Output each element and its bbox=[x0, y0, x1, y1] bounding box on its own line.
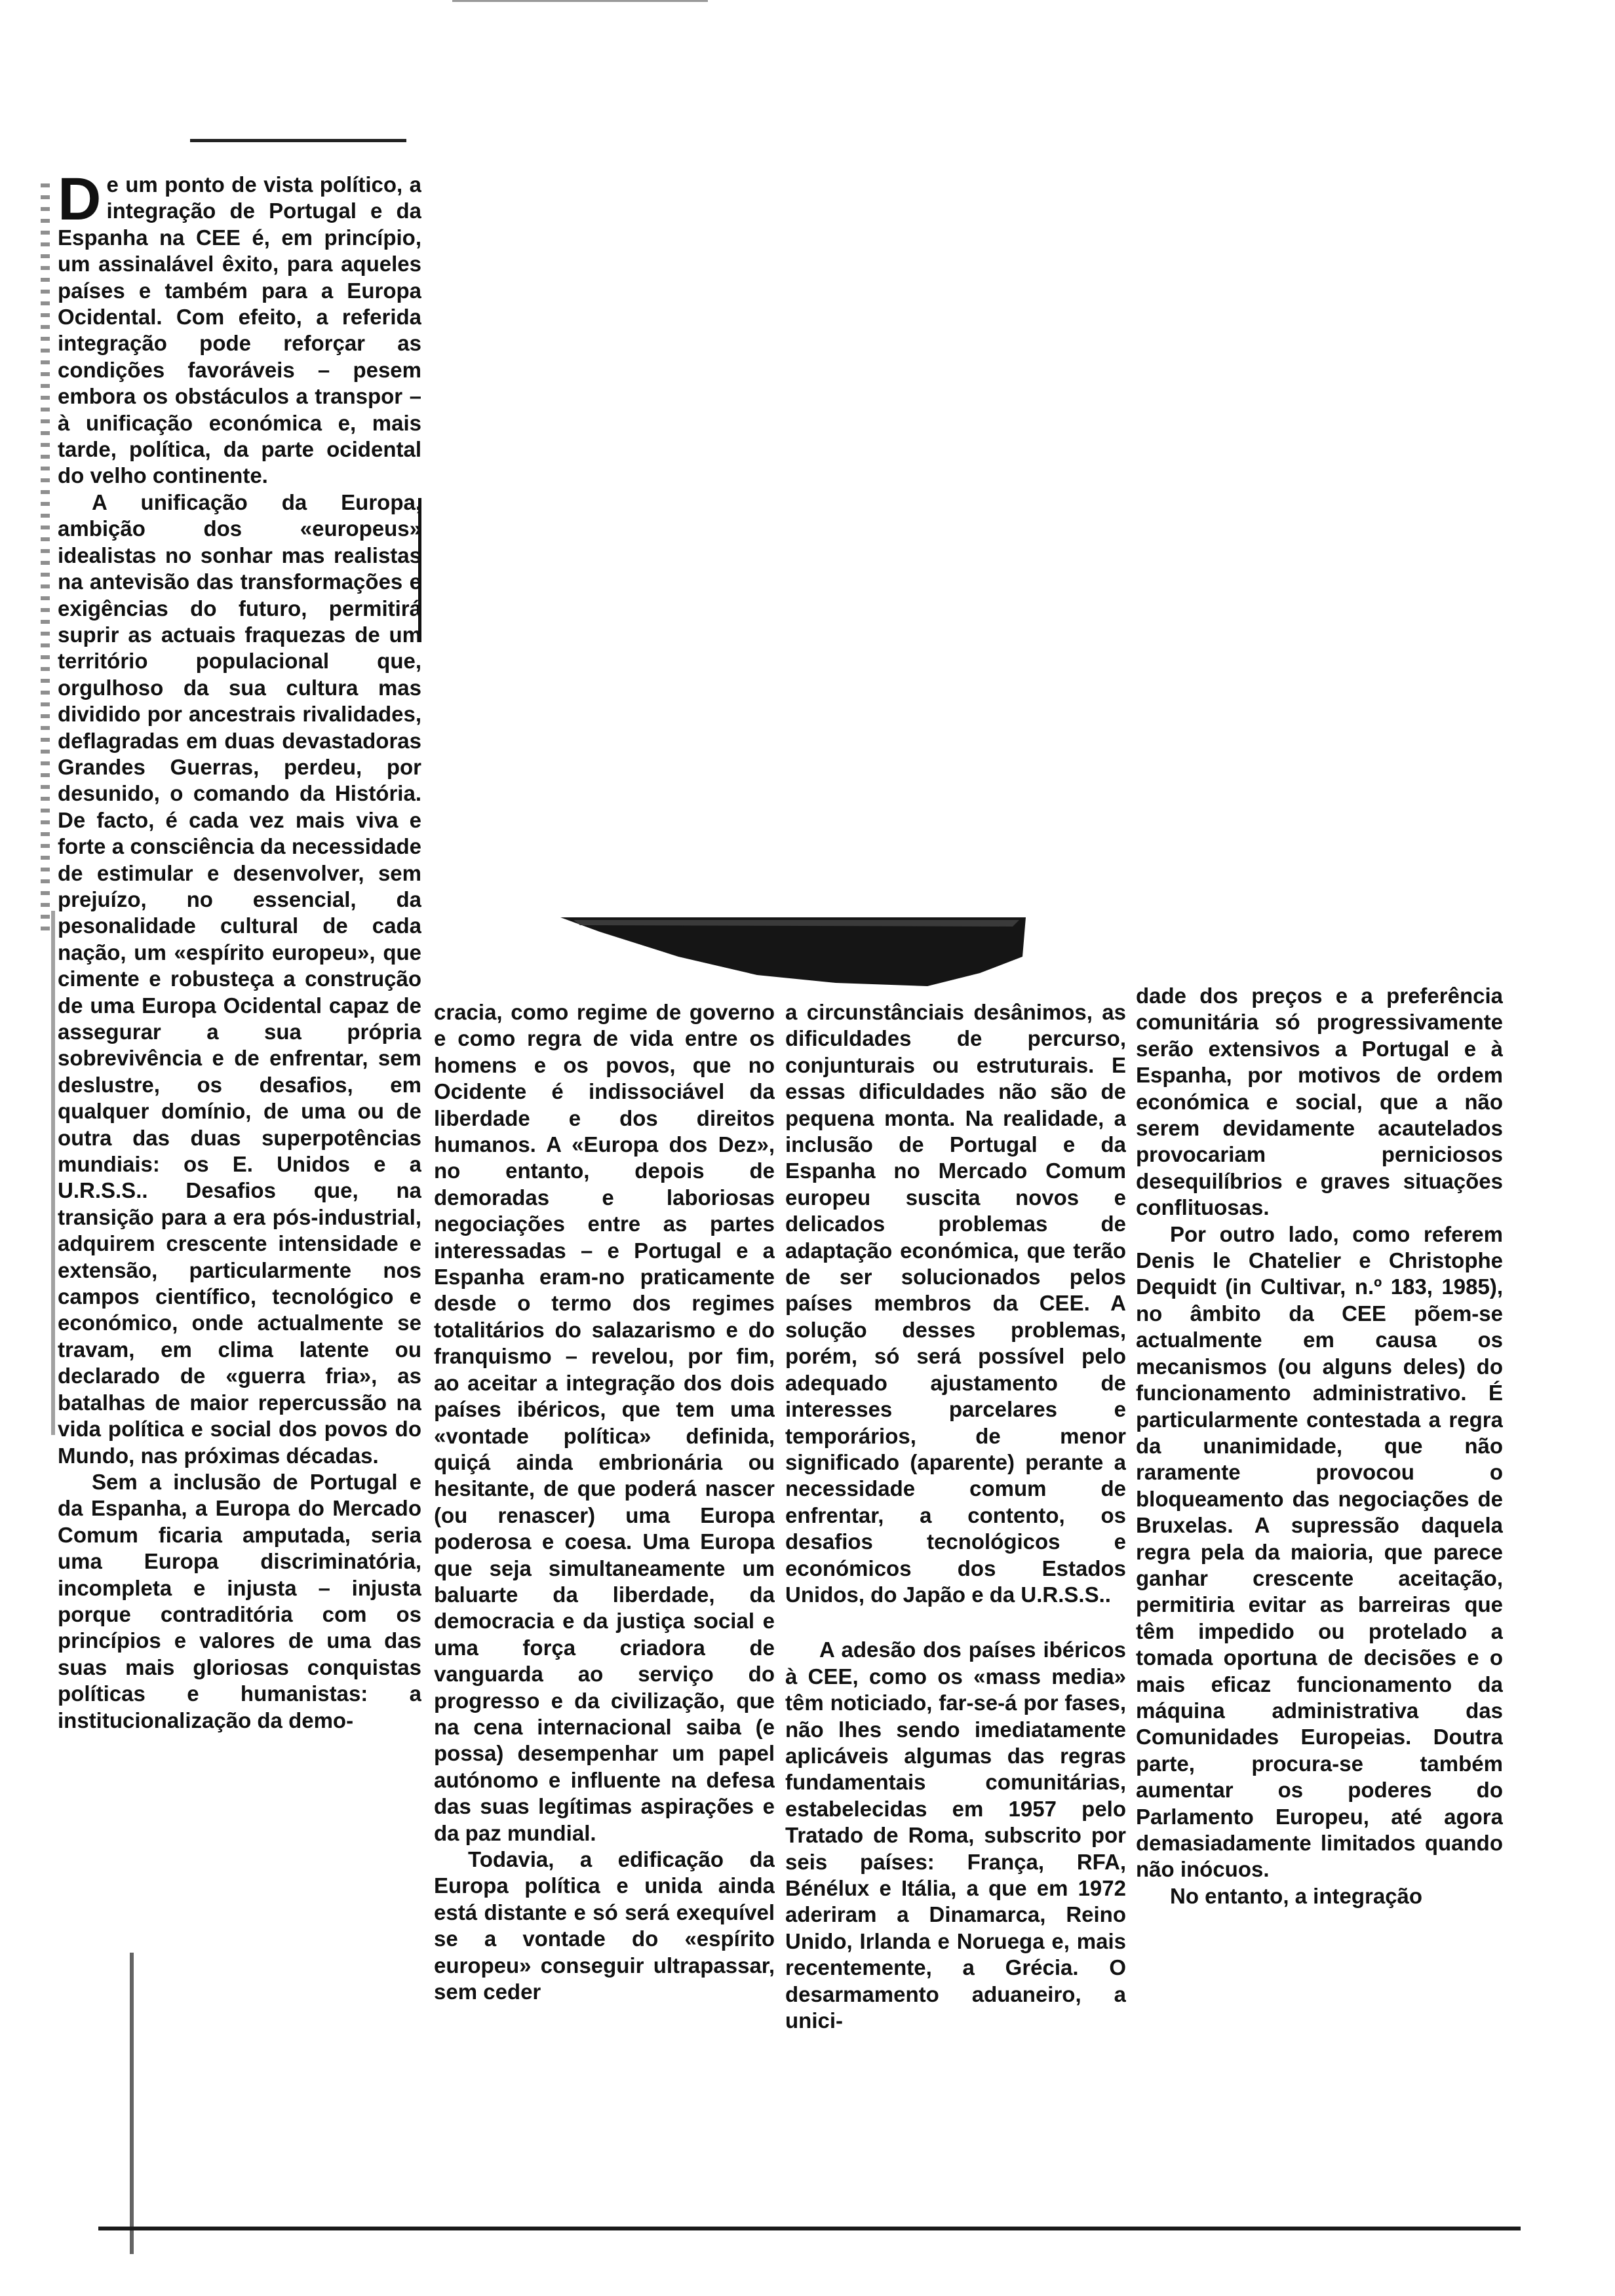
article-paragraph: cracia, como regime de governo e como regra de vida entre os homens e os povos, que no Ocidente é indissociável da liberdade e dos direitos humanos. A «Europa dos Dez», no entanto, depois de demoradas e laboriosas negociações entre as partes interessadas – e Portugal e a Espanha eram-no praticamente desde o termo dos regimes totalitários do salazarismo e do franquismo – revelou, por fim, ao aceitar a integração dos dois países ibéricos, que tem uma «vontade política» definida, quiçá ainda embrionária ou hesitante, de que poderá nascer (ou renascer) uma Europa poderosa e coesa. Uma Europa que seja simultaneamente um baluarte da liberdade, da democracia e da justiça social e uma força criadora de vanguarda ao serviço do progresso e da civilização, que na cena internacional saiba (e possa) desempenhar um papel autónomo e influente na defesa das suas legítimas aspirações e da paz mundial. bbox=[434, 1000, 775, 1845]
scan-edge bbox=[41, 183, 50, 937]
article-column-1 bbox=[58, 172, 421, 2216]
article-paragraph: Por outro lado, como referem Denis le Chatelier e Christophe Dequidt (in Cultivar, n.º 183, 1985), no âmbito da CEE põem-se actualmente em causa os mecanismos (ou alguns deles) do funcionamento administrativo. É particularmente contestada a regra da unanimidade, que não raramente provocou o bloqueamento das negociações de Bruxelas. A supressão daquela regra pela da maioria, que parece ganhar crescente aceitação, permitiria evitar as barreiras que têm impedido ou protelado a tomada oportuna de decisões e o mais eficaz funcionamento da máquina administrativa das Comunidades Europeias. Doutra parte, procura-se também aumentar os poderes do Parlamento Europeu, até agora demasiadamente limitados quando não inócuos. bbox=[1136, 1221, 1503, 1882]
drop-cap: D bbox=[58, 172, 102, 233]
article-paragraph: dade dos preços e a preferência comunitária só progressivamente serão extensivos a Portugal e à Espanha, por motivos de ordem económica e social, que a não serem devidamente acautelados provocariam perniciosos desequilíbrios e graves situações conflituosas. bbox=[1136, 984, 1503, 1220]
header-rule bbox=[190, 139, 406, 142]
article-paragraph: De um ponto de vista político, a integração de Portugal e da Espanha na CEE é, em princípio, um assinalável êxito, para aqueles países e também para a Europa Ocidental. Com efeito, a referida integração pode reforçar as condições favoráveis – pesem embora os obstáculos a transpor – à unificação económica e, mais tarde, política, da parte ocidental do velho continente. bbox=[58, 172, 421, 488]
article-paragraph: a circunstânciais desânimos, as dificuldades de percurso, conjunturais ou estruturais. E essas dificuldades não são de pequena monta. Na realidade, a inclusão de Portugal e da Espanha no Mercado Comum europeu suscita novos e delicados problemas de adaptação económica, que terão de ser solucionados pelos países membros da CEE. A solução desses problemas, porém, só será possível pelo adequado ajustamento de interesses parcelares e temporários, de menor significado (aparente) perante a necessidade comum de enfrentar, a contento, os desafios tecnológicos e económicos dos Estados Unidos, do Japão e da U.R.S.S.. bbox=[785, 1000, 1126, 1607]
torn-photo-edge bbox=[560, 917, 1026, 986]
article-paragraph: Sem a inclusão de Portugal e da Espanha, a Europa do Mercado Comum ficaria amputada, seria uma Europa discriminatória, incompleta e injusta – injusta porque contraditória com os princípios e valores de uma das suas mais gloriosas conquistas políticas e humanistas: a institucionalização da demo- bbox=[58, 1469, 421, 1732]
article-paragraph: A unificação da Europa, ambição dos «europeus» idealistas no sonhar mas realistas na antevisão das transformações e exigências do futuro, permitirá suprir as actuais fraquezas de um território populacional que, orgulhoso da sua cultura mas dividido por ancestrais rivalidades, deflagradas em duas devastadoras Grandes Guerras, perdeu, por desunido, o comando da História. De facto, é cada vez mais viva e forte a consciência da necessidade de estimular e desenvolver, sem prejuízo, no essencial, da pesonalidade cultural de cada nação, um «espírito europeu», que cimente e robusteça a construção de uma Europa Ocidental capaz de assegurar a sua própria sobrevivência e de enfrentar, sem deslustre, os desafios, em qualquer domínio, de uma ou de outra das duas superpotências mundiais: os E. Unidos e a U.R.S.S.. Desafios que, na transição para a era pós-industrial, adquirem crescente intensidade e extensão, particularmente nos campos científico, tecnológico e económico, onde actualmente se travam, em clima latente ou declarado de «guerra fria», as batalhas de maior repercussão na vida política e social dos povos do Mundo, nas próximas décadas. bbox=[58, 489, 421, 1468]
top-rule bbox=[452, 0, 708, 2]
scan-edge-lower bbox=[51, 911, 55, 1435]
article-paragraph: A adesão dos países ibéricos à CEE, como os «mass media» têm noticiado, far-se-á por fases, não lhes sendo imediatamente aplicáveis algumas das regras fundamentais comunitárias, estabelecidas em 1957 pelo Tratado de Roma, subscrito por seis países: França, RFA, Bénélux e Itália, a que em 1972 aderiram a Dinamarca, Reino Unido, Irlanda e Noruega e, mais recentemente, a Grécia. O desarmamento aduaneiro, a unici- bbox=[785, 1637, 1126, 2033]
article-column-2 bbox=[434, 999, 775, 2225]
article-paragraph: No entanto, a integração bbox=[1170, 1883, 1423, 1908]
article-column-4 bbox=[1136, 983, 1503, 2225]
article-paragraph: Todavia, a edificação da Europa política e unida ainda está distante e só será exequível se a vontade do «espírito europeu» conseguir ultrapassar, sem ceder bbox=[434, 1847, 775, 2004]
article-column-3 bbox=[785, 999, 1126, 2225]
